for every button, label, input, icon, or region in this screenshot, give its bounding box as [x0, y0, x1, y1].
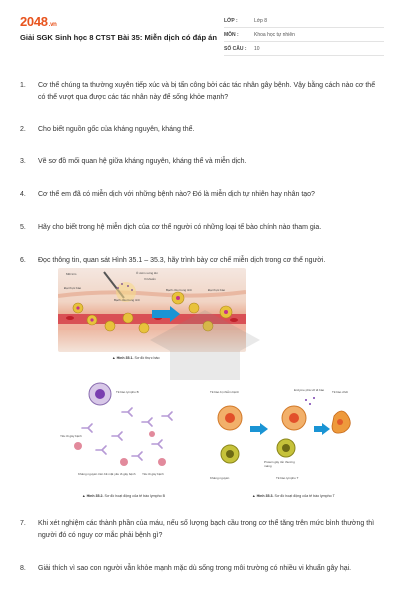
- question-3: 3. Vẽ sơ đồ mối quan hệ giữa kháng nguyên, kháng thể và miễn dịch.: [20, 158, 247, 165]
- figure-35-3-t-lymphocyte: Tế bào bị nhiễm bệnh Enzyme phá vỡ tế bào Tế bào chết Protein gây tổn thương màng Kháng nguyên Tế bào lympho T: [190, 376, 358, 490]
- page-title: Giải SGK Sinh học 8 CTST Bài 35: Miễn dịch có đáp án: [20, 33, 218, 42]
- question-2: 2. Cho biết nguồn gốc của kháng nguyên, kháng thể.: [20, 126, 195, 133]
- question-4: 4. Cơ thể em đã có miễn dịch với những bệnh nào? Đó là miễn dịch tự nhiên hay nhân tạo?: [20, 191, 315, 198]
- question-1: 1. Cơ thể chúng ta thường xuyên tiếp xúc và bị tấn công bởi các tác nhân gây bệnh. Vậy bằng cách nào cơ thể có thể vượt qua được các tác nhân này để sống khỏe mạnh?: [20, 82, 376, 101]
- document-header: [0, 0, 400, 66]
- question-6: 6. Đọc thông tin, quan sát Hình 35.1 – 35.3, hãy trình bày cơ chế miễn dịch trong cơ thể người.: [20, 257, 326, 264]
- figure-35-2-b-lymphocyte: Tế bào lympho B Yếu tố gây bệnh Kháng nguyên trên bề mặt yếu tố gây bệnh Yếu tố gây bệnh: [58, 376, 186, 490]
- meta-table: [224, 14, 384, 56]
- meta-row-count: SỐ CÂU : 10: [224, 42, 384, 56]
- question-8: 8. Giải thích vì sao con người vẫn khỏe mạnh mặc dù sống trong môi trường có nhiều vi khuẩn gây hại.: [20, 565, 352, 572]
- watermark-logo: [110, 300, 300, 420]
- meta-row-subject: MÔN : Khoa học tự nhiên: [224, 28, 384, 42]
- question-5: 5. Hãy cho biết trong hệ miễn dịch của cơ thể người có những loại tế bào chính nào tham gia.: [20, 224, 322, 231]
- figure-35-1-phagocytosis: Mũi kim Ổ viêm sưng lên Vi khuẩn Đại thực bào Bạch cầu trung tính Bạch cầu trung tính Đại thực bào: [58, 268, 246, 352]
- site-logo[interactable]: 2048.vn: [20, 14, 57, 29]
- figure-35-1-caption: ▲ Hình 35.1. Sơ đồ thực bào: [112, 356, 160, 360]
- figure-35-2-caption: ▲ Hình 35.2. Sơ đồ hoạt động của tế bào lympho B: [82, 494, 166, 498]
- question-7: 7. Khi xét nghiệm các thành phần của máu, nếu số lượng bạch cầu trong cơ thể tăng trên mức bình thường thì người đó có nguy cơ mắc phải bệnh gì?: [20, 520, 375, 539]
- figure-35-3-caption: ▲ Hình 35.3. Sơ đồ hoạt động của tế bào lympho T: [252, 494, 335, 498]
- meta-row-class: LỚP : Lớp 8: [224, 14, 384, 28]
